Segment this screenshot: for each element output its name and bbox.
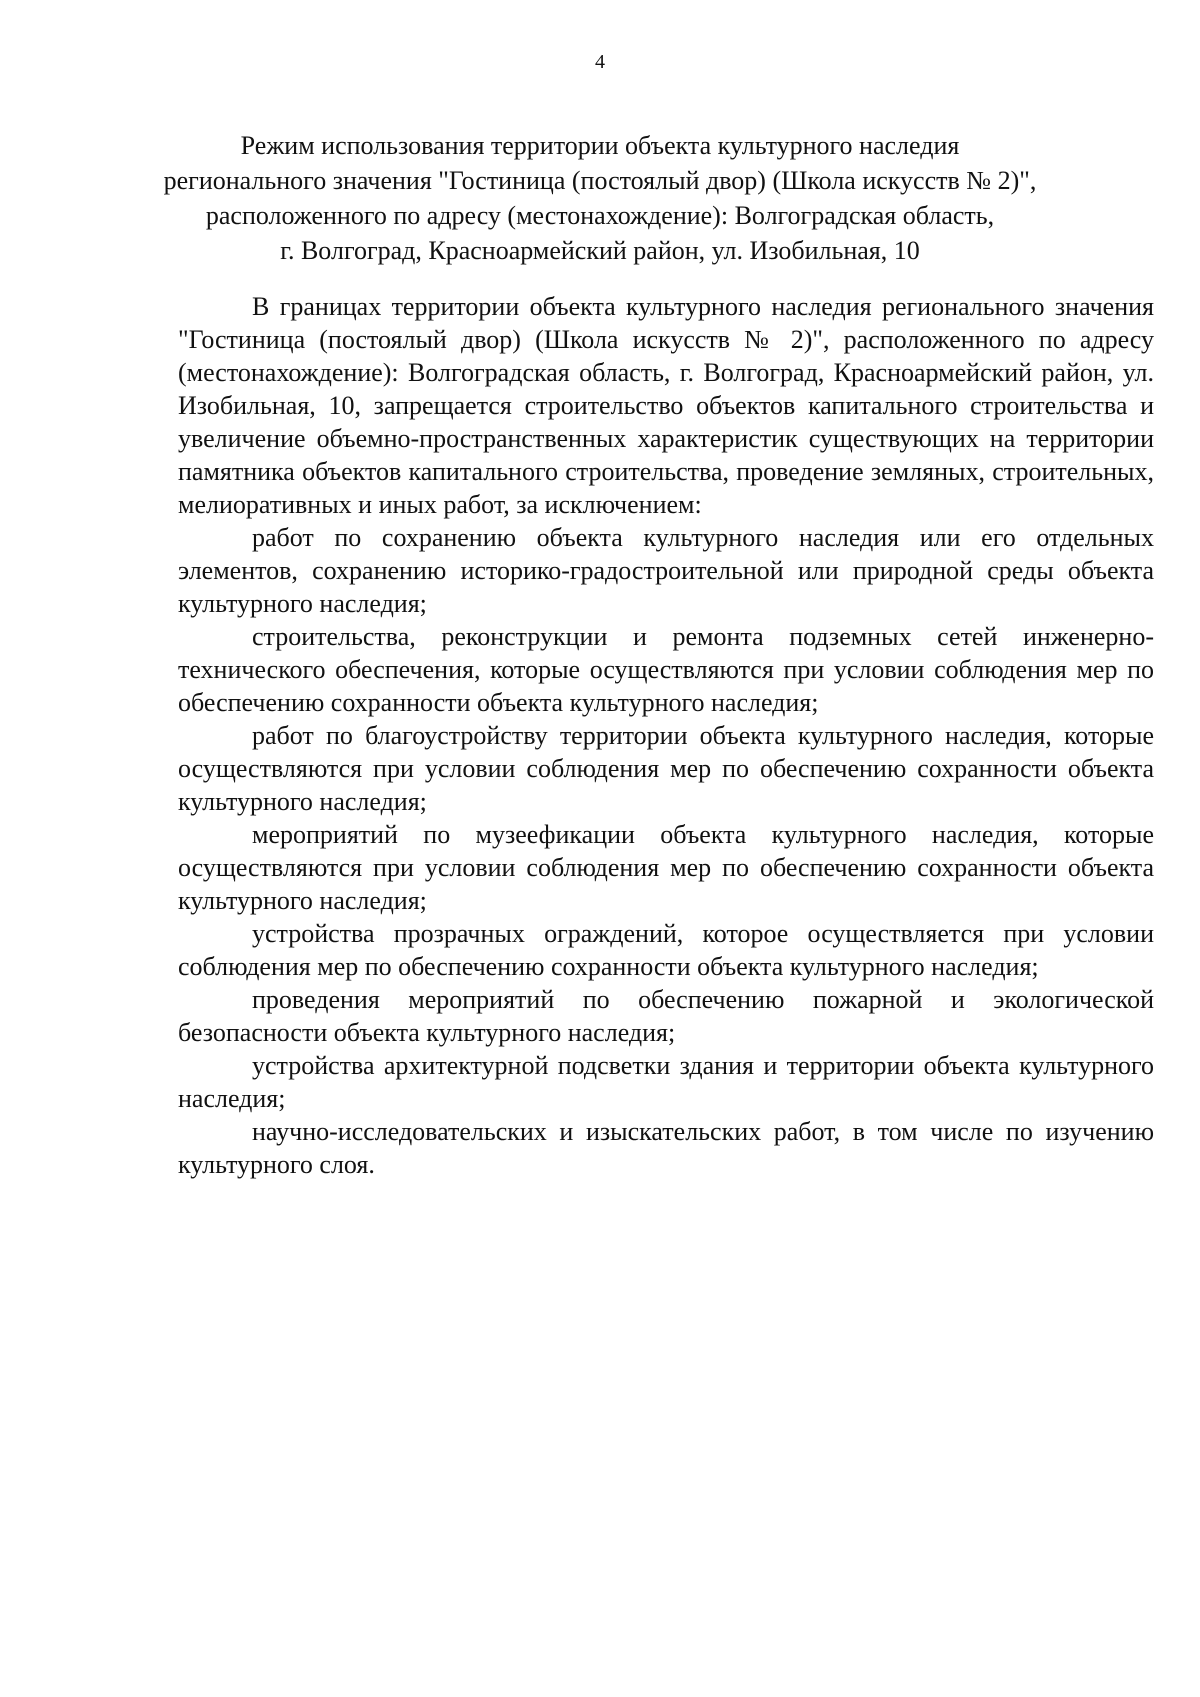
- body-paragraph-exception: устройства архитектурной подсветки здания и территории объекта культурного наследия;: [178, 1051, 1154, 1113]
- body-paragraph-intro: В границах территории объекта культурного наследия регионального значения "Гостиница (постоялый двор) (Школа искусств № 2)", расположенного по адресу (местонахождение): Волгоградская область, г. Волгоград, Красноармейский район, ул. Изобильная, 10, запрещается строительство объектов капитального строительства и увеличение объемно-пространственных характеристик существующих на территории памятника объектов капитального строительства, проведение земляных, строительных, мелиоративных и иных работ, за исключением:: [178, 292, 1154, 519]
- body-paragraph-exception: научно-исследовательских и изыскательских работ, в том числе по изучению культурного слоя.: [178, 1117, 1154, 1179]
- body-paragraph-exception: проведения мероприятий по обеспечению пожарной и экологической безопасности объекта культурного наследия;: [178, 985, 1154, 1047]
- document-title: [160, 128, 1040, 268]
- title-line: Режим использования территории объекта культурного наследия: [240, 131, 960, 160]
- title-line: регионального значения "Гостиница (постоялый двор) (Школа искусств № 2)",: [163, 166, 1037, 195]
- body-paragraph-exception: строительства, реконструкции и ремонта подземных сетей инженерно-технического обеспечения, которые осуществляются при условии соблюдения мер по обеспечению сохранности объекта культурного наследия;: [178, 622, 1154, 717]
- body-paragraph-exception: работ по благоустройству территории объекта культурного наследия, которые осуществляются при условии соблюдения мер по обеспечению сохранности объекта культурного наследия;: [178, 721, 1154, 816]
- title-line: г. Волгоград, Красноармейский район, ул. Изобильная, 10: [280, 236, 920, 265]
- body-paragraph-exception: работ по сохранению объекта культурного наследия или его отдельных элементов, сохранению историко-градостроительной или природной среды объекта культурного наследия;: [178, 523, 1154, 618]
- document-body: [178, 290, 1154, 1181]
- page-number: 4: [595, 51, 605, 73]
- body-paragraph-exception: устройства прозрачных ограждений, которое осуществляется при условии соблюдения мер по обеспечению сохранности объекта культурного наследия;: [178, 919, 1154, 981]
- body-paragraph-exception: мероприятий по музеефикации объекта культурного наследия, которые осуществляются при условии соблюдения мер по обеспечению сохранности объекта культурного наследия;: [178, 820, 1154, 915]
- title-line: расположенного по адресу (местонахождение): Волгоградская область,: [205, 201, 995, 230]
